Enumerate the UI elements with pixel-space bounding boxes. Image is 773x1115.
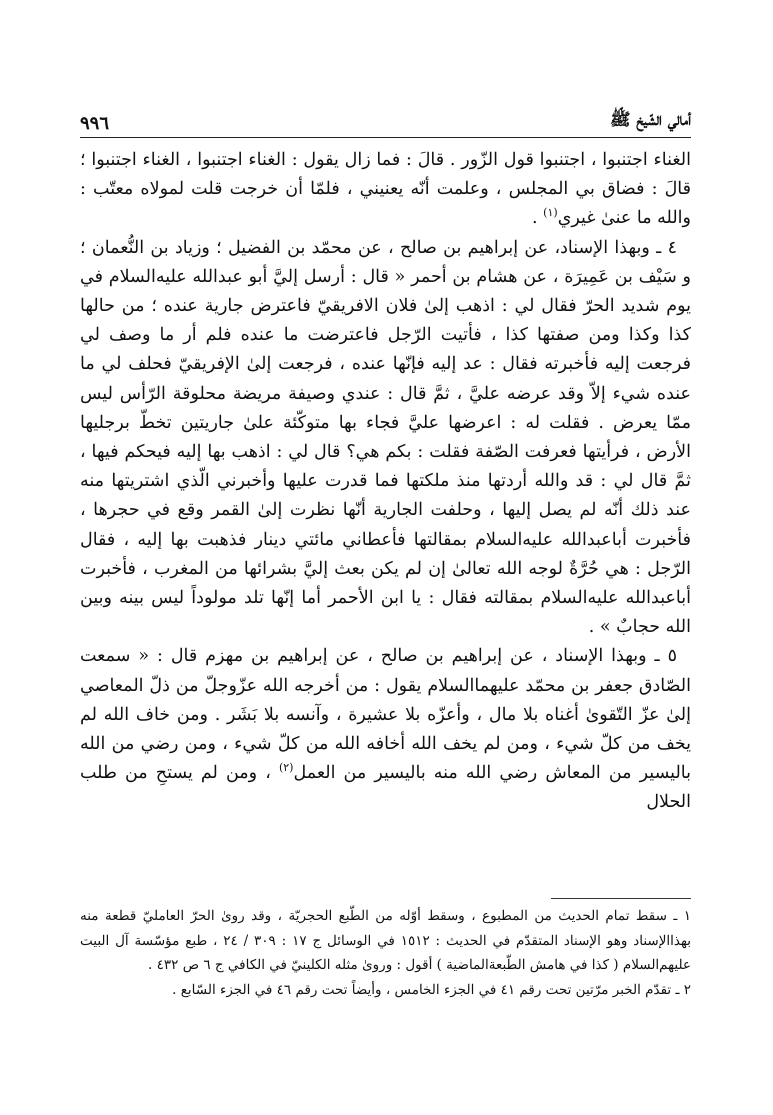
running-title: أمالي الشّيخ ﷺ	[609, 110, 691, 130]
header-divider	[80, 137, 691, 138]
footnote-1: ١ ـ سقط تمام الحديث من المطبوع ، وسقط أوّله من الطّبع الحجريّة ، وقد روىٰ الحرّ العامليّ قطعة منه بهذاالإسناد وهو الإسناد المتقدّم في الحديث : ١٥١٢ في الوسائل ج ١٧ : ٣٠٩ / ٢٤ ، طبع مؤسّسة آل البيت عليهم‌السلام ( كذا في هامش الطّبعةالماضية ) أقول : وروىٰ مثله الكلينيّ في الكافي ج ٦ ص ٤٣٢ .	[80, 908, 691, 973]
footnote-2: ٢ ـ تقدّم الخبر مرّتين تحت رقم ٤١ في الجزء الخامس ، وأيضاً تحت رقم ٤٦ في الجزء السّابع .	[172, 981, 691, 998]
hadith-4: ٤ ـ وبهذا الإسناد، عن إبراهيم بن صالح ، عن محمّد بن الفضيل ؛ وزياد بن النُّعمان ؛ و سَيْف بن عَمِيرَة ، عن هشام بن أحمر « قال : أرسل إليَّ أبو عبدالله عليه‌السلام في يوم شديد الحرّ فقال لي : اذهب إلىٰ فلان الافريقيّ فاعترض جارية عنده ؛ من حالها كذا وكذا ومن صفتها كذا ، فأتيت الرّجل فاعترضت ما عنده فلم أر ما وصف لي فرجعت إليه فأخبرته فقال : عد إليه فإنّها عنده ، فرجعت إلىٰ الإفريقيّ فحلف لي ما عنده شيء إلاّ وقد عرضه عليَّ ، ثمَّ قال : عندي وصيفة مريضة محلوقة الرّأس ليس ممّا يعرض . فقلت له : اعرضها عليَّ فجاء بها متوكّئة علىٰ جاريتين تخطّ برجليها الأرض ، فرأيتها فعرفت الصّفة فقلت : بكم هي؟ قال لي : اذهب بها إليه فيحكم فيها ، ثمَّ قال لي : قد والله أردتها منذ ملكتها فما قدرت عليها وأخبرني الّذي اشتريتها منه عند ذلك أنّه لم يصل إليها ، وحلفت الجارية أنّها نظرت إلىٰ القمر وقع في حجرها ، فأخبرت أباعبدالله عليه‌السلام بمقالتها فأعطاني مائتي دينار فذهبت بها إليه ، فقال الرّجل : هي حُرَّةٌ لوجه الله تعالىٰ إن لم يكن بعث إليَّ بشرائها من المغرب ، فأخبرت أباعبدالله عليه‌السلام بمقالته فقال : يا ابن الأحمر أما إنّها تلد مولوداً ليس بينه وبين الله حجابٌ » .	[80, 237, 691, 638]
footnote-divider	[551, 898, 691, 899]
paragraph-1-text: الغناء اجتنبوا ، اجتنبوا قول الزّور . قالَ : فما زال يقول : الغناء اجتنبوا ، الغناء اجتنبوا ؛ قالَ : فضاق بي المجلس ، وعلمت أنّه يعنيني ، فلمّا أن خرجت قلت لمولاه معتّب : والله ما عنىٰ غيري	[80, 150, 691, 229]
paragraph-1-tail: .	[532, 208, 544, 229]
hadith-5-text: ٥ ـ وبهذا الإسناد ، عن إبراهيم بن صالح ، عن إبراهيم بن مهزم قال : « سمعت الصّادق جعفر بن محمّد عليهما‌السلام يقول : من أخرجه الله عزّوجلّ من ذلّ المعاصي إلىٰ عزّ التّقوىٰ أغناه بلا مال ، وأعزّه بلا عشيرة ، وآنسه بلا بَشَر . ومن خاف الله لم يخف من كلّ شيء ، ومن لم يخف الله أخافه الله من كلّ شيء ، ومن رضي من الله باليسير من المعاش رضي الله منه باليسير من العمل	[80, 646, 691, 784]
running-header	[80, 100, 691, 134]
main-text	[80, 146, 691, 818]
footnotes	[80, 904, 691, 1002]
hadith-5	[80, 642, 691, 817]
paragraph-1	[80, 146, 691, 234]
footnote-ref-2: (٢)	[278, 761, 294, 775]
footnote-ref-1: (١)	[543, 206, 558, 220]
hadith-5-tail: ، ومن لم يستحِ من طلب الحلال	[80, 763, 691, 813]
page-number: ٩٩٦	[80, 113, 110, 134]
